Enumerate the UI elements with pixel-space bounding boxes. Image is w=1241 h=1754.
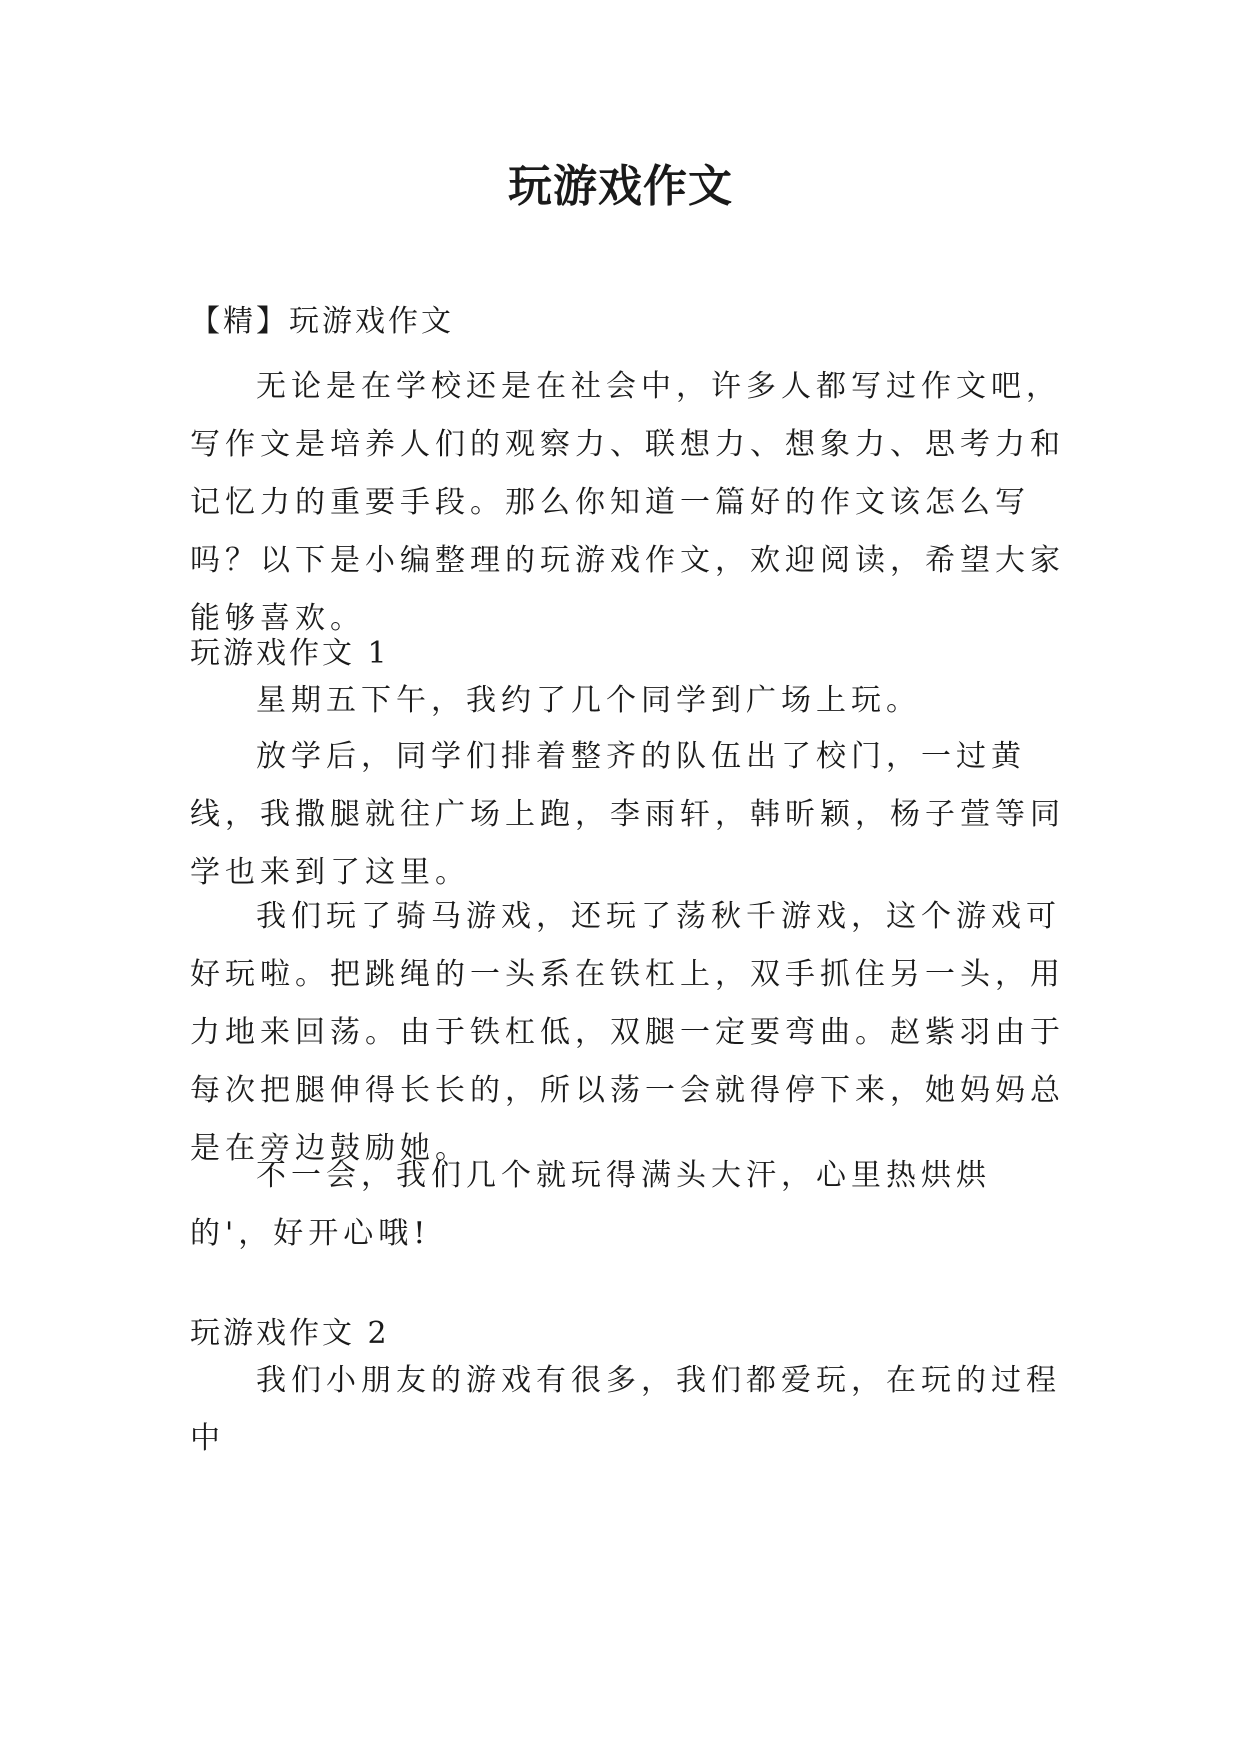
document-title: 玩游戏作文 <box>508 161 733 212</box>
section-1-paragraph-1: 星期五下午，我约了几个同学到广场上玩。 <box>256 683 921 718</box>
section-heading-1: 玩游戏作文 1 <box>190 636 390 671</box>
section-1-paragraph-3: 我们玩了骑马游戏，还玩了荡秋千游戏，这个游戏可好玩啦。把跳绳的一头系在铁杠上，双手抓住另一头，用力地来回荡。由于铁杠低，双腿一定要弯曲。赵紫羽由于每次把腿伸得长长的，所以荡一会就得停下来，她妈妈总是在旁边鼓励她。 <box>190 899 1065 1166</box>
section-heading-2: 玩游戏作文 2 <box>190 1316 390 1351</box>
section-1-paragraph-2: 放学后，同学们排着整齐的队伍出了校门，一过黄线，我撒腿就往广场上跑，李雨轩，韩昕颖，杨子萱等同学也来到了这里。 <box>190 739 1065 890</box>
intro-paragraph: 无论是在学校还是在社会中，许多人都写过作文吧，写作文是培养人们的观察力、联想力、想象力、思考力和记忆力的重要手段。那么你知道一篇好的作文该怎么写吗？以下是小编整理的玩游戏作文，欢迎阅读，希望大家能够喜欢。 <box>190 369 1065 636</box>
section-1-paragraph-4: 不一会，我们几个就玩得满头大汗，心里热烘烘的'，好开心哦! <box>190 1158 991 1251</box>
document-subtitle: 【精】玩游戏作文 <box>190 304 454 339</box>
section-2-paragraph-1: 我们小朋友的游戏有很多，我们都爱玩，在玩的过程中 <box>190 1363 1061 1456</box>
